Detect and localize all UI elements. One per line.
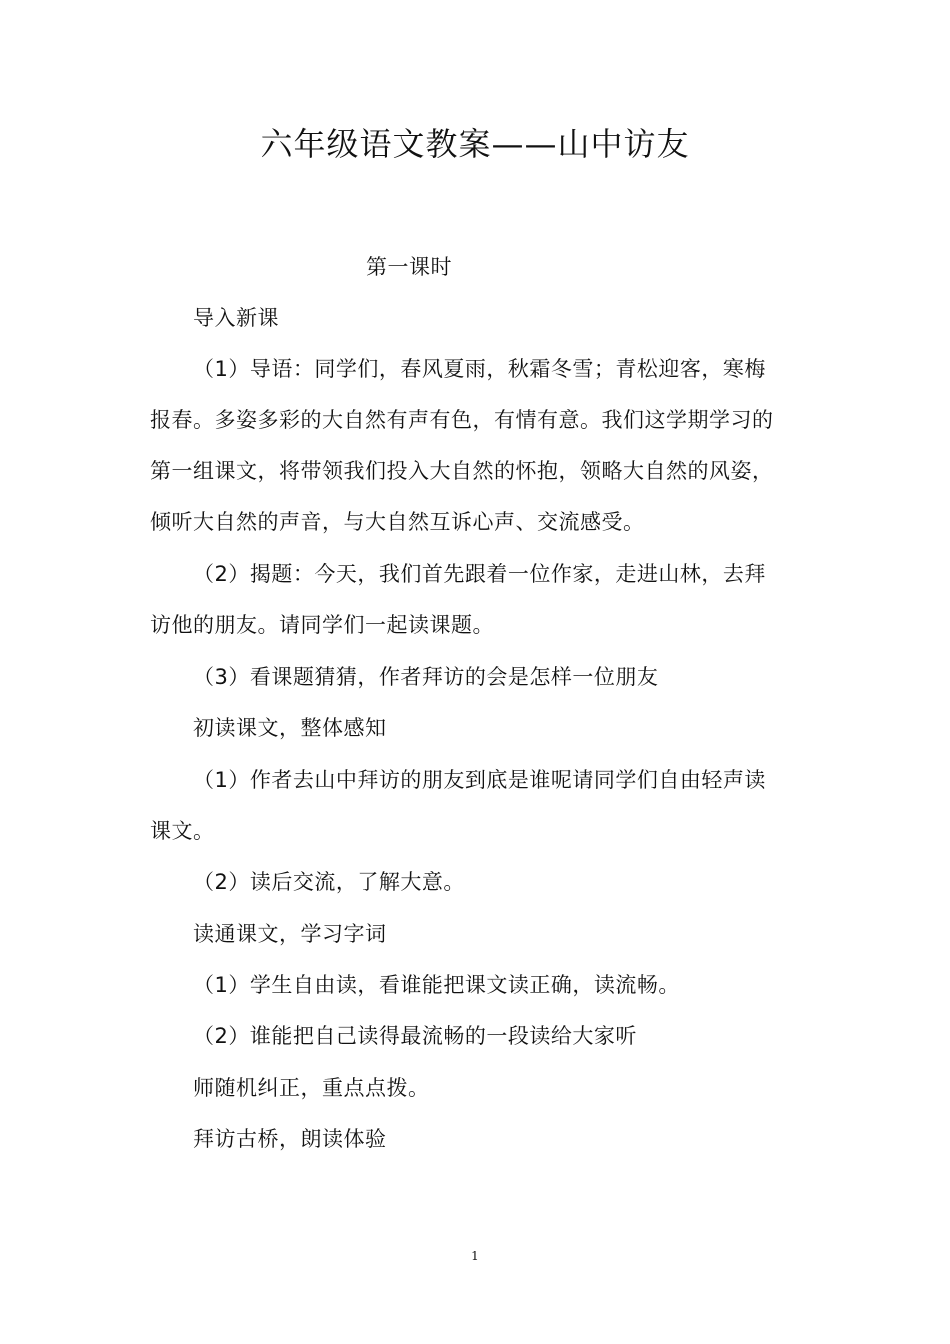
- paragraph-line: （1）导语：同学们，春风夏雨，秋霜冬雪；青松迎客，寒梅: [193, 357, 766, 381]
- paragraph-line: （2）揭题：今天，我们首先跟着一位作家，走进山林，去拜: [193, 562, 766, 586]
- subheading-old-bridge: 拜访古桥，朗读体验: [193, 1127, 387, 1151]
- paragraph-line: 倾听大自然的声音，与大自然互诉心声、交流感受。: [150, 510, 645, 534]
- paragraph-line: （1）作者去山中拜访的朋友到底是谁呢请同学们自由轻声读: [193, 768, 766, 792]
- subheading-intro: 导入新课: [193, 306, 279, 330]
- paragraph-line: （2）读后交流，了解大意。: [193, 870, 465, 894]
- paragraph-line: （2）谁能把自己读得最流畅的一段读给大家听: [193, 1024, 637, 1048]
- paragraph-line: 报春。多姿多彩的大自然有声有色，有情有意。我们这学期学习的: [150, 408, 774, 432]
- section-heading: 第一课时: [366, 255, 452, 279]
- paragraph-line: 访他的朋友。请同学们一起读课题。: [150, 613, 494, 637]
- paragraph-line: 师随机纠正，重点点拨。: [193, 1076, 430, 1100]
- paragraph-line: （1）学生自由读，看谁能把课文读正确，读流畅。: [193, 973, 680, 997]
- subheading-first-reading: 初读课文，整体感知: [193, 716, 387, 740]
- subheading-words: 读通课文，学习字词: [193, 922, 387, 946]
- paragraph-line: 第一组课文，将带领我们投入大自然的怀抱，领略大自然的风姿，: [150, 459, 774, 483]
- paragraph-line: （3）看课题猜猜，作者拜访的会是怎样一位朋友: [193, 665, 659, 689]
- document-title: 六年级语文教案——山中访友: [260, 125, 690, 163]
- page-number: 1: [471, 1249, 479, 1263]
- paragraph-line: 课文。: [150, 819, 215, 843]
